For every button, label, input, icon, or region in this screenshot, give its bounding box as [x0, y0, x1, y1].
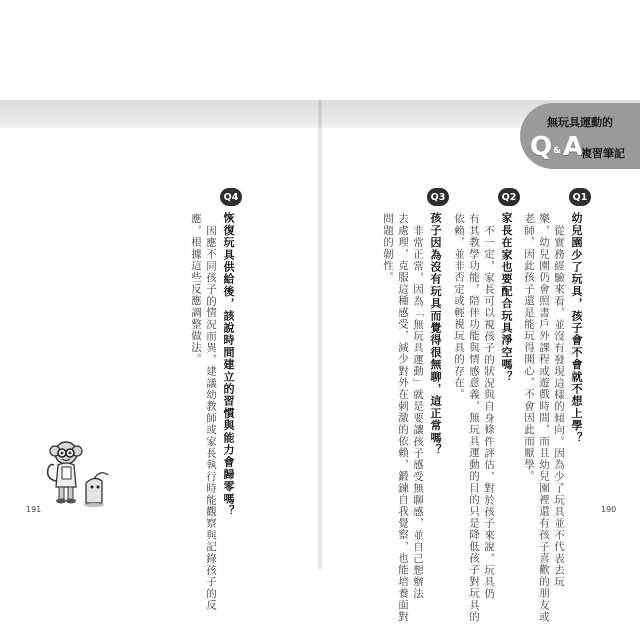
qa-logo-a: A	[563, 132, 583, 162]
question-badge: Q4	[220, 188, 242, 206]
monkey-mascot-icon	[42, 435, 122, 515]
answer-line: 依賴，並非否定或輕視玩具的存在。	[453, 213, 465, 401]
qa-logo-amp: &	[553, 146, 561, 156]
page-gutter	[318, 100, 322, 570]
question-badge: Q1	[569, 188, 591, 206]
answer-line: 因應不同孩子的情況而異，建議幼教師或家長執行時能觀察與記錄孩子的反	[205, 225, 217, 612]
question-text: 家長在家也要配合玩具淨空嗎？	[500, 212, 513, 383]
answer-line: 非常正常，因為「無玩具運動」就是要讓孩子感受無聊感，並自己想辦法	[412, 225, 424, 600]
question-text: 恢復玩具供給後，該說時間建立的習慣與能力會歸零嗎？	[222, 212, 235, 517]
section-subtitle: 複習筆記	[581, 147, 625, 160]
question-badge: Q3	[427, 188, 449, 206]
page-number-left: 191	[26, 505, 42, 514]
answer-line: 問題的韌性。	[382, 213, 394, 284]
answer-line: 從實務經驗來看，並沒有發現這樣的傾向。因為少了玩具並不代表去玩	[553, 225, 565, 588]
question-badge: Q2	[498, 188, 520, 206]
question-text: 孩子因為沒有玩具而覺得很無聊，這正常嗎？	[429, 212, 442, 456]
answer-line: 樂，幼兒園仍會照書戶外課程或遊戲時間，而且幼兒園裡還有孩子喜歡的朋友或	[538, 213, 550, 623]
qa-logo-q: Q	[530, 132, 552, 162]
answer-line: 去處理，克服這種感受，減少對外在刺激的依賴，鍛鍊自我覺察，也能培養面對	[397, 213, 409, 623]
answer-line: 有其教學功能，陪伴功能與情感意義，無玩具運動的目的只是降低孩子對玩具的	[468, 213, 480, 623]
question-text: 幼兒園少了玩具，孩子會不會就不想上學？	[570, 212, 583, 444]
section-title: 無玩具運動的	[547, 116, 613, 129]
answer-line: 不一定，家長可以視孩子的狀況與自身條件評估，對於孩子來說，玩具仍	[483, 225, 495, 600]
answer-line: 應，根據這些反應調整做法。	[190, 213, 202, 366]
answer-line: 老師，因此孩子還是能玩得開心，不會因此而厭學。	[523, 213, 535, 483]
page-number-right: 190	[601, 505, 617, 514]
